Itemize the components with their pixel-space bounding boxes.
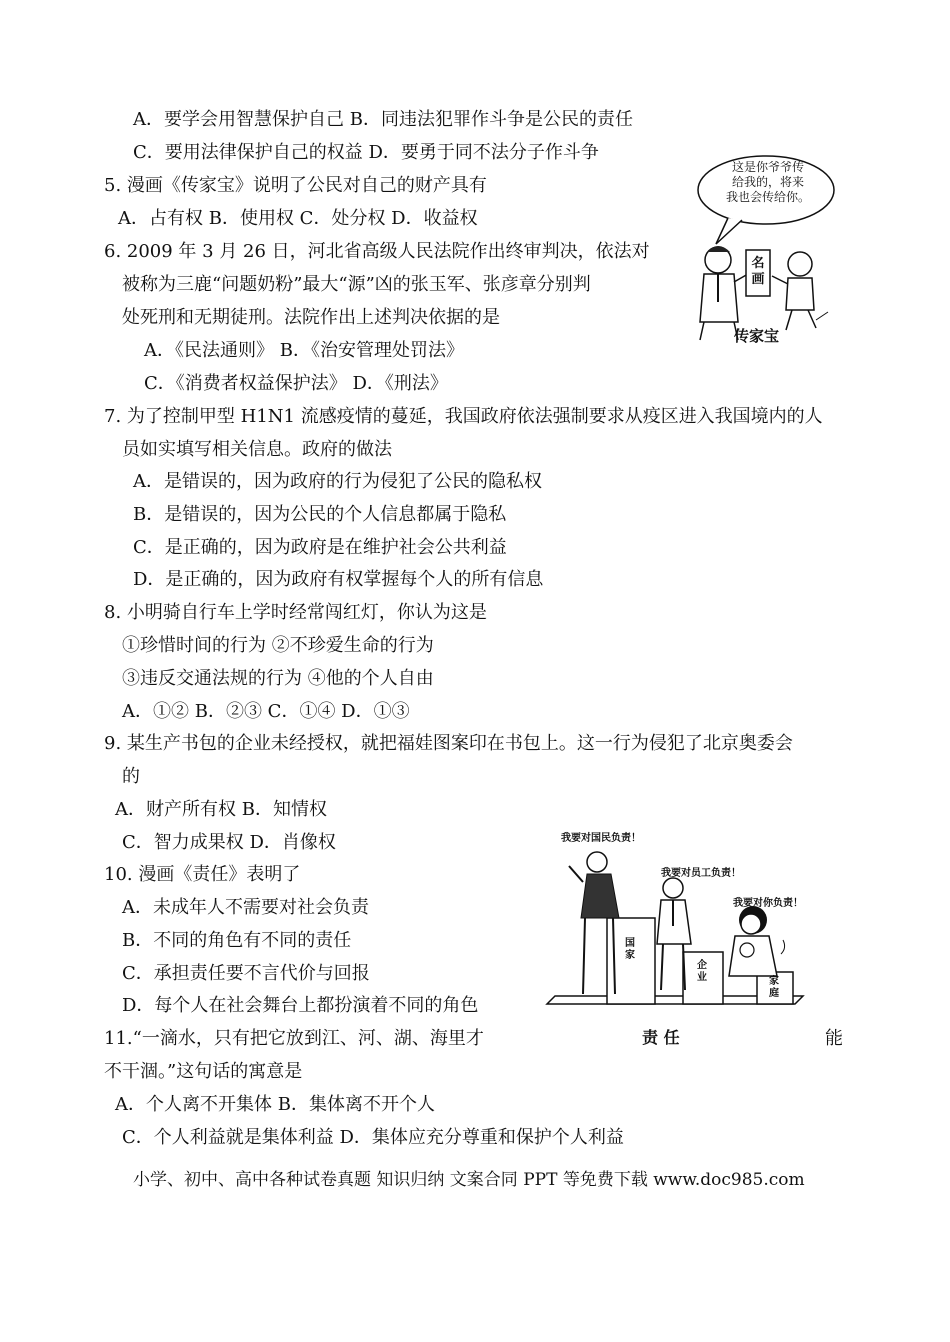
cartoon-heirloom — [676, 152, 836, 347]
q6-stem-line3: 处死刑和无期徒刑。法院作出上述判决依据的是 — [122, 307, 500, 328]
q7-option-b: B．是错误的，因为公民的个人信息都属于隐私 — [133, 504, 507, 525]
q7-option-a: A．是错误的，因为政府的行为侵犯了公民的隐私权 — [133, 471, 542, 492]
q10-stem: 10. 漫画《责任》表明了 — [104, 864, 301, 885]
bubble-line-2: 给我的，将来 — [731, 175, 804, 189]
cartoon-heirloom-bubble — [706, 160, 830, 205]
scroll-char-1: 名 — [751, 256, 765, 271]
scroll-label — [750, 256, 766, 288]
q4-options-ab: A．要学会用智慧保护自己 B．同违法犯罪作斗争是公民的责任 — [133, 109, 633, 130]
q9-stem-line2: 的 — [122, 766, 140, 787]
label-enterprise: 企业 — [697, 960, 707, 983]
q10-option-d: D．每个人在社会舞台上都扮演着不同的角色 — [122, 995, 479, 1016]
label-family: 家庭 — [769, 976, 779, 999]
q9-options-ab: A．财产所有权 B．知情权 — [115, 799, 327, 820]
q11-options-ab: A．个人离不开集体 B．集体离不开个人 — [115, 1094, 435, 1115]
speech-country: 我要对国民负责！ — [561, 833, 641, 844]
bubble-line-1: 这是你爷爷传 — [731, 160, 804, 174]
cartoon-heirloom-caption: 传家宝 — [734, 327, 780, 345]
q8-options: A．①② B．②③ C．①④ D．①③ — [122, 701, 410, 722]
bubble-line-3: 我也会传给你。 — [725, 190, 810, 204]
q4-options-cd: C．要用法律保护自己的权益 D．要勇于同不法分子作斗争 — [133, 142, 599, 163]
q11-options-cd: C．个人利益就是集体利益 D．集体应充分尊重和保护个人利益 — [122, 1127, 624, 1148]
q6-stem-line2: 被称为三鹿“问题奶粉”最大“源”凶的张玉军、张彦章分别判 — [122, 274, 591, 295]
scroll-char-2: 画 — [751, 272, 765, 287]
q8-statements-12: ①珍惜时间的行为 ②不珍爱生命的行为 — [122, 635, 434, 656]
q6-stem-line1: 6. 2009 年 3 月 26 日，河北省高级人民法院作出终审判决，依法对 — [104, 241, 650, 262]
cartoon-responsibility-caption: 责 任 — [642, 1028, 680, 1047]
q10-option-c: C．承担责任要不言代价与回报 — [122, 963, 370, 984]
q5-stem: 5. 漫画《传家宝》说明了公民对自己的财产具有 — [104, 175, 487, 196]
q10-option-b: B．不同的角色有不同的责任 — [122, 930, 352, 951]
label-country: 国家 — [625, 938, 635, 961]
page-footer: 小学、初中、高中各种试卷真题 知识归纳 文案合同 PPT 等免费下载 www.doc985.com — [133, 1170, 805, 1190]
q7-option-c: C．是正确的，因为政府是在维护社会公共利益 — [133, 537, 507, 558]
q7-stem-line2: 员如实填写相关信息。政府的做法 — [122, 439, 392, 460]
q5-options: A．占有权 B．使用权 C．处分权 D．收益权 — [118, 208, 478, 229]
q9-options-cd: C．智力成果权 D．肖像权 — [122, 832, 336, 853]
q7-stem-line1: 7. 为了控制甲型 H1N1 流感疫情的蔓延，我国政府依法强制要求从疫区进入我国境内的人 — [104, 406, 823, 427]
q6-options-cd: C．《消费者权益保护法》 D．《刑法》 — [144, 373, 448, 394]
q11-stem-line1-end: 能 — [825, 1028, 843, 1049]
q8-stem: 8. 小明骑自行车上学时经常闯红灯，你认为这是 — [104, 602, 487, 623]
q7-option-d: D．是正确的，因为政府有权掌握每个人的所有信息 — [133, 569, 544, 590]
q11-stem-line1: 11.“一滴水，只有把它放到江、河、湖、海里才 — [104, 1028, 484, 1049]
q10-option-a: A．未成年人不需要对社会负责 — [122, 897, 369, 918]
q8-statements-34: ③违反交通法规的行为 ④他的个人自由 — [122, 668, 434, 689]
q6-options-ab: A．《民法通则》 B．《治安管理处罚法》 — [144, 340, 464, 361]
q11-stem-line2: 不干涸。”这句话的寓意是 — [104, 1061, 303, 1082]
speech-family: 我要对你负责！ — [733, 898, 803, 909]
cartoon-responsibility — [545, 826, 810, 1016]
q9-stem-line1: 9. 某生产书包的企业未经授权，就把福娃图案印在书包上。这一行为侵犯了北京奥委会 — [104, 733, 793, 754]
speech-enterprise: 我要对员工负责！ — [661, 868, 741, 879]
